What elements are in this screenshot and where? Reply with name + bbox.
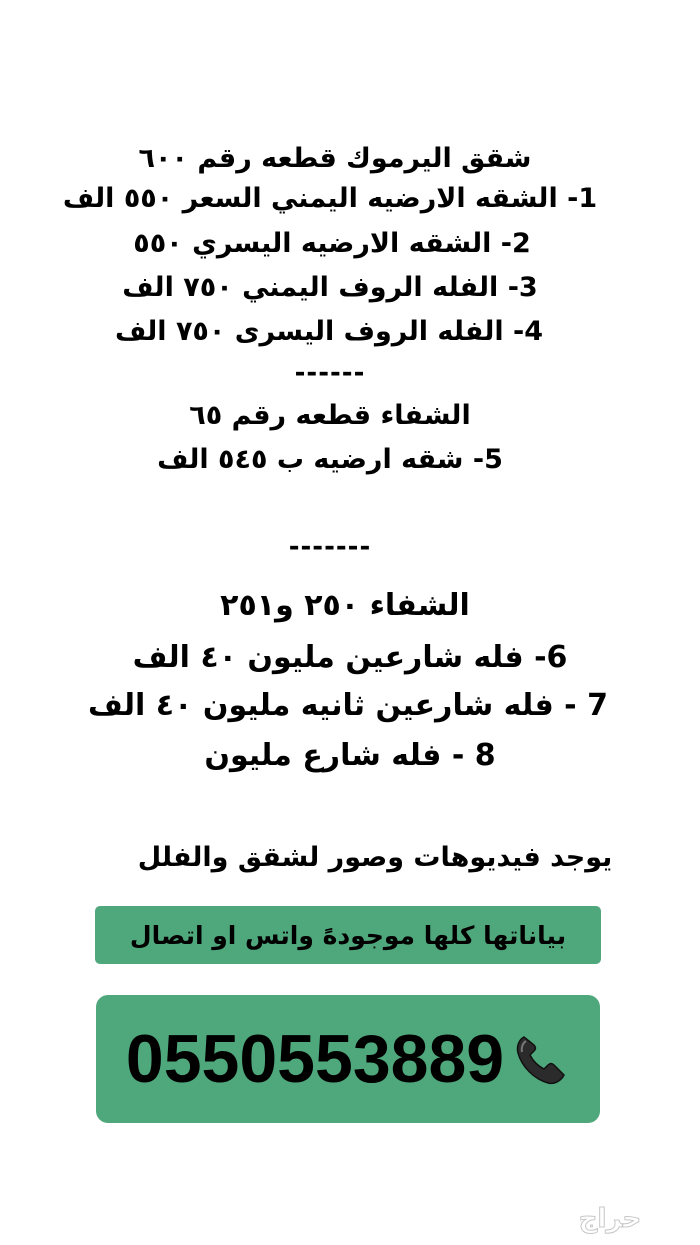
listing-item-4: 4- الفله الروف اليسرى ٧٥٠ الف: [115, 316, 543, 347]
listing-item-1: 1- الشقه الارضيه اليمني السعر ٥٥٠ الف: [62, 183, 598, 214]
section-title-yarmouk: شقق اليرموك قطعه رقم ٦٠٠: [138, 143, 532, 174]
listing-item-3: 3- الفله الروف اليمني ٧٥٠ الف: [122, 272, 538, 303]
haraj-watermark: حراج: [578, 1204, 642, 1234]
listing-item-6: 6- فله شارعين مليون ٤٠ الف: [132, 640, 568, 675]
section-title-shifa-250-251: الشفاء ٢٥٠ و٢٥١: [220, 588, 470, 623]
divider: -------: [288, 532, 372, 562]
phone-number[interactable]: 0550553889: [125, 1021, 505, 1097]
listing-item-5: 5- شقه ارضيه ب ٥٤٥ الف: [157, 444, 503, 475]
telephone-receiver-icon: [510, 1029, 570, 1089]
phone-box[interactable]: [96, 995, 600, 1123]
section-title-shifa-65: الشفاء قطعه رقم ٦٥: [189, 400, 471, 431]
listing-item-2: 2- الشقه الارضيه اليسري ٥٥٠: [133, 228, 531, 259]
contact-banner-text: بياناتها كلها موجودهً واتس او اتصال: [129, 920, 567, 950]
listing-item-7: 7 - فله شارعين ثانيه مليون ٤٠ الف: [88, 688, 608, 723]
listing-item-8: 8 - فله شارع مليون: [204, 738, 496, 773]
divider: ------: [294, 358, 366, 388]
contact-banner: [95, 906, 601, 964]
media-note: يوجد فيديوهات وصور لشقق والفلل: [137, 842, 613, 873]
